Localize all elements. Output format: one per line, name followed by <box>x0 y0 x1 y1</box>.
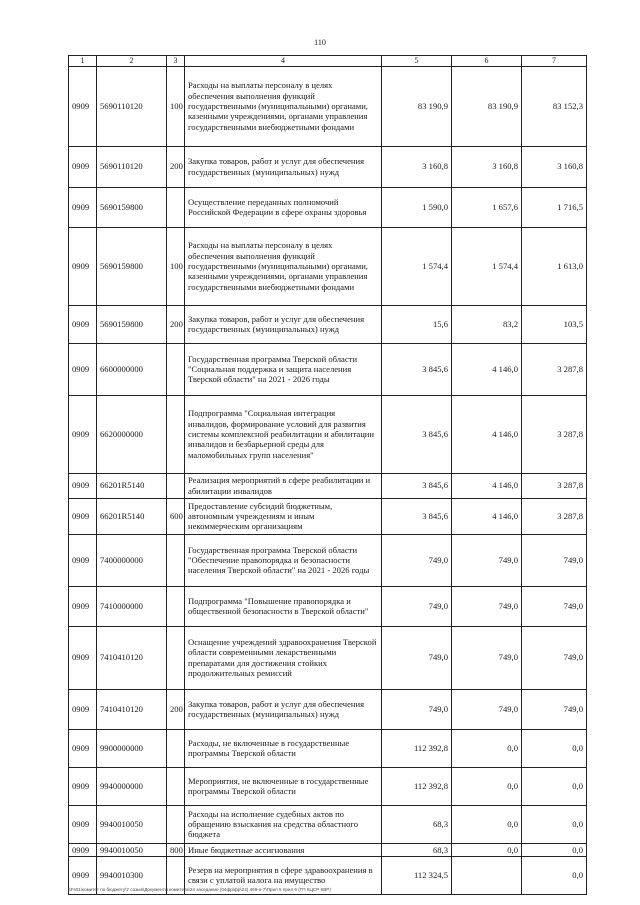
cell-value-2: 4 146,0 <box>452 498 522 534</box>
cell-type <box>167 534 185 586</box>
cell-section: 0909 <box>69 856 97 894</box>
cell-code: 9940010300 <box>97 856 167 894</box>
header-col-4: 4 <box>185 56 382 67</box>
header-col-6: 6 <box>452 56 522 67</box>
cell-type: 600 <box>167 498 185 534</box>
cell-value-3: 3 287,8 <box>522 395 587 473</box>
cell-value-2: 4 146,0 <box>452 343 522 395</box>
table-row <box>69 689 587 729</box>
cell-type <box>167 767 185 805</box>
cell-value-3: 749,0 <box>522 689 587 729</box>
cell-section: 0909 <box>69 66 97 146</box>
cell-section: 0909 <box>69 473 97 498</box>
cell-description: Мероприятия, не включенные в государственные программы Тверской области <box>185 767 382 805</box>
cell-value-3: 1 613,0 <box>522 227 587 305</box>
cell-type <box>167 473 185 498</box>
cell-code: 9940010050 <box>97 805 167 843</box>
cell-description: Закупка товаров, работ и услуг для обеспечения государственных (муниципальных) нужд <box>185 146 382 187</box>
cell-value-2: 83,2 <box>452 305 522 343</box>
cell-code: 6600000000 <box>97 343 167 395</box>
cell-code: 7410410120 <box>97 689 167 729</box>
cell-value-3: 749,0 <box>522 586 587 626</box>
cell-value-2: 0,0 <box>452 843 522 856</box>
table-row <box>69 227 587 305</box>
cell-value-2: 4 146,0 <box>452 395 522 473</box>
cell-description: Расходы на выплаты персоналу в целях обеспечения выполнения функций государственными (муниципальными) органами, казенными учреждениями, органами управления государственными внебюджетными фондами <box>185 66 382 146</box>
cell-section: 0909 <box>69 689 97 729</box>
cell-value-1: 3 160,8 <box>382 146 452 187</box>
cell-description: Реализация мероприятий в сфере реабилитации и абилитации инвалидов <box>185 473 382 498</box>
cell-value-1: 3 845,6 <box>382 395 452 473</box>
cell-value-1: 112 392,8 <box>382 729 452 767</box>
cell-value-3: 0,0 <box>522 856 587 894</box>
cell-type: 100 <box>167 227 185 305</box>
header-col-3: 3 <box>167 56 185 67</box>
cell-code: 6620000000 <box>97 395 167 473</box>
cell-value-1: 68,3 <box>382 805 452 843</box>
table-row <box>69 767 587 805</box>
cell-section: 0909 <box>69 498 97 534</box>
cell-value-1: 749,0 <box>382 689 452 729</box>
cell-description: Государственная программа Тверской области "Обеспечение правопорядка и безопасности населения Тверской области" на 2021 - 2026 годы <box>185 534 382 586</box>
cell-section: 0909 <box>69 187 97 227</box>
table-row <box>69 187 587 227</box>
cell-value-1: 1 574,4 <box>382 227 452 305</box>
cell-type: 200 <box>167 146 185 187</box>
cell-section: 0909 <box>69 729 97 767</box>
cell-code: 66201R5140 <box>97 473 167 498</box>
cell-type <box>167 626 185 689</box>
cell-value-2: 3 160,8 <box>452 146 522 187</box>
cell-value-1: 3 845,6 <box>382 473 452 498</box>
cell-type: 100 <box>167 66 185 146</box>
cell-value-2: 749,0 <box>452 626 522 689</box>
cell-section: 0909 <box>69 805 97 843</box>
cell-value-3: 0,0 <box>522 805 587 843</box>
cell-value-2: 1 657,6 <box>452 187 522 227</box>
cell-value-2: 0,0 <box>452 805 522 843</box>
cell-code: 5690159800 <box>97 305 167 343</box>
cell-code: 7410000000 <box>97 586 167 626</box>
table-row <box>69 66 587 146</box>
cell-code: 66201R5140 <box>97 498 167 534</box>
cell-value-2: 749,0 <box>452 534 522 586</box>
cell-value-1: 112 324,5 <box>382 856 452 894</box>
cell-description: Осуществление переданных полномочий Российской Федерации в сфере охраны здоровья <box>185 187 382 227</box>
cell-type: 800 <box>167 843 185 856</box>
table-row <box>69 473 587 498</box>
cell-section: 0909 <box>69 843 97 856</box>
cell-section: 0909 <box>69 305 97 343</box>
file-path-footer: \\Fs01\комитет по бюджету\7 созыв\Документы комитета\24 заседание (04фр\фр\24) 469-п-7\Прил 5 прил 6 (ГП КЦСР КВР) <box>68 887 331 892</box>
header-col-5: 5 <box>382 56 452 67</box>
cell-description: Расходы, не включенные в государственные программы Тверской области <box>185 729 382 767</box>
cell-value-2: 0,0 <box>452 767 522 805</box>
cell-code: 9940000000 <box>97 767 167 805</box>
header-col-7: 7 <box>522 56 587 67</box>
cell-section: 0909 <box>69 227 97 305</box>
cell-description: Расходы на исполнение судебных актов по обращению взыскания на средства областного бюджета <box>185 805 382 843</box>
cell-value-2: 749,0 <box>452 586 522 626</box>
cell-value-1: 112 392,8 <box>382 767 452 805</box>
page-number: 110 <box>314 38 326 47</box>
cell-value-3: 749,0 <box>522 534 587 586</box>
cell-section: 0909 <box>69 767 97 805</box>
cell-value-3: 0,0 <box>522 729 587 767</box>
cell-value-1: 1 590,0 <box>382 187 452 227</box>
cell-description: Закупка товаров, работ и услуг для обеспечения государственных (муниципальных) нужд <box>185 689 382 729</box>
cell-description: Резерв на мероприятия в сфере здравоохранения в связи с уплатой налога на имущество <box>185 856 382 894</box>
cell-type <box>167 805 185 843</box>
cell-description: Иные бюджетные ассигнования <box>185 843 382 856</box>
cell-value-1: 3 845,6 <box>382 343 452 395</box>
header-col-2: 2 <box>97 56 167 67</box>
cell-type <box>167 729 185 767</box>
table-row <box>69 146 587 187</box>
cell-code: 5690110120 <box>97 66 167 146</box>
cell-description: Подпрограмма "Социальная интеграция инвалидов, формирование условий для развития системы комплексной реабилитации и абилитации инвалидов и безбарьерной среды для маломобильных групп населения" <box>185 395 382 473</box>
cell-value-3: 3 287,8 <box>522 473 587 498</box>
cell-code: 5690159800 <box>97 227 167 305</box>
cell-section: 0909 <box>69 395 97 473</box>
cell-value-3: 1 716,5 <box>522 187 587 227</box>
table-header <box>69 56 587 67</box>
cell-value-2: 4 146,0 <box>452 473 522 498</box>
cell-value-3: 3 287,8 <box>522 498 587 534</box>
cell-value-1: 83 190,9 <box>382 66 452 146</box>
table-row <box>69 498 587 534</box>
table-row <box>69 805 587 843</box>
cell-type: 200 <box>167 305 185 343</box>
table-row <box>69 729 587 767</box>
cell-section: 0909 <box>69 343 97 395</box>
cell-description: Расходы на выплаты персоналу в целях обеспечения выполнения функций государственными (муниципальными) органами, казенными учреждениями, органами управления государственными внебюджетными фондами <box>185 227 382 305</box>
cell-type <box>167 343 185 395</box>
cell-description: Подпрограмма "Повышение правопорядка и общественной безопасности в Тверской области" <box>185 586 382 626</box>
cell-code: 7400000000 <box>97 534 167 586</box>
cell-value-1: 749,0 <box>382 586 452 626</box>
table-row <box>69 626 587 689</box>
cell-value-3: 0,0 <box>522 767 587 805</box>
table-row <box>69 305 587 343</box>
cell-value-3: 103,5 <box>522 305 587 343</box>
cell-description: Государственная программа Тверской области "Социальная поддержка и защита населения Тверской области" на 2021 - 2026 годы <box>185 343 382 395</box>
cell-description: Закупка товаров, работ и услуг для обеспечения государственных (муниципальных) нужд <box>185 305 382 343</box>
table-row <box>69 343 587 395</box>
cell-type <box>167 586 185 626</box>
cell-description: Оснащение учреждений здравоохранения Тверской области современными лекарственными препаратами для достижения стойких продолжительных ремиссий <box>185 626 382 689</box>
cell-value-3: 83 152,3 <box>522 66 587 146</box>
cell-value-3: 749,0 <box>522 626 587 689</box>
cell-value-2: 1 574,4 <box>452 227 522 305</box>
cell-code: 9900000000 <box>97 729 167 767</box>
table-row <box>69 395 587 473</box>
budget-table <box>68 55 587 895</box>
cell-type: 200 <box>167 689 185 729</box>
cell-value-2: 0,0 <box>452 729 522 767</box>
cell-section: 0909 <box>69 626 97 689</box>
cell-value-1: 15,6 <box>382 305 452 343</box>
cell-description: Предоставление субсидий бюджетным, автономным учреждениям и иным некоммерческим организациям <box>185 498 382 534</box>
cell-value-1: 749,0 <box>382 626 452 689</box>
header-row <box>69 56 587 67</box>
table-row <box>69 534 587 586</box>
cell-value-1: 749,0 <box>382 534 452 586</box>
table-row <box>69 586 587 626</box>
cell-value-2: 749,0 <box>452 689 522 729</box>
cell-code: 5690159800 <box>97 187 167 227</box>
cell-section: 0909 <box>69 586 97 626</box>
cell-section: 0909 <box>69 146 97 187</box>
header-col-1: 1 <box>69 56 97 67</box>
cell-value-2: 83 190,9 <box>452 66 522 146</box>
cell-section: 0909 <box>69 534 97 586</box>
table-row <box>69 843 587 856</box>
cell-value-3: 0,0 <box>522 843 587 856</box>
cell-code: 7410410120 <box>97 626 167 689</box>
cell-value-3: 3 287,8 <box>522 343 587 395</box>
cell-type <box>167 395 185 473</box>
cell-value-3: 3 160,8 <box>522 146 587 187</box>
cell-type <box>167 187 185 227</box>
cell-value-1: 3 845,6 <box>382 498 452 534</box>
cell-code: 5690110120 <box>97 146 167 187</box>
cell-value-1: 68,3 <box>382 843 452 856</box>
cell-code: 9940010050 <box>97 843 167 856</box>
